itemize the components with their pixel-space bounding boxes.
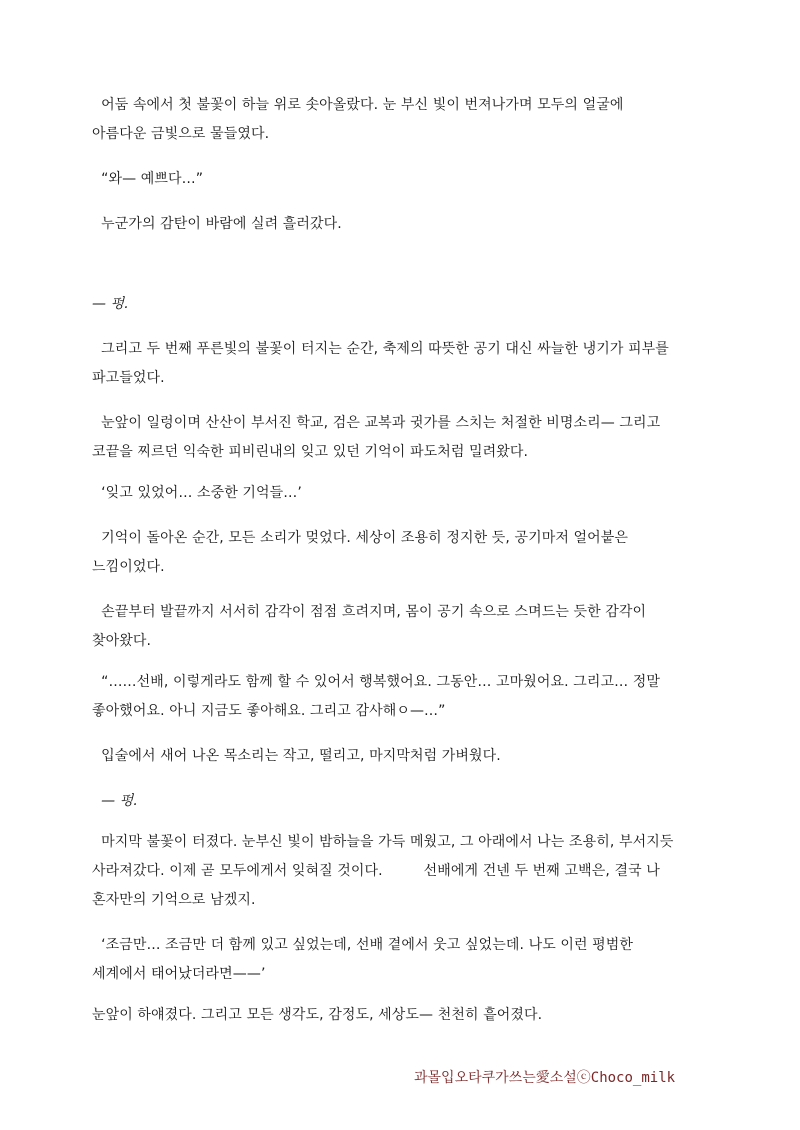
story-line: 아름다운 금빛으로 물들였다.	[92, 126, 270, 142]
story-line: 좋아했어요. 아니 지금도 좋아해요. 그리고 감사해ㅇ—…”	[92, 703, 446, 719]
story-line: 느낌이었다.	[92, 559, 165, 575]
story-line: 손끝부터 발끝까지 서서히 감각이 점점 흐려지며, 몸이 공기 속으로 스며드는 듯한 감각이	[92, 604, 647, 620]
story-line-sound-effect: — 펑.	[92, 793, 138, 809]
story-line: 세계에서 태어났더라면——’	[92, 966, 266, 982]
story-line: 혼자만의 기억으로 남겠지.	[92, 892, 256, 908]
story-line-sound-effect: — 펑.	[92, 296, 129, 312]
story-line: 파고들었다.	[92, 370, 165, 386]
story-line: 코끝을 찌르던 익숙한 피비린내의 잊고 있던 기억이 파도처럼 밀려왔다.	[92, 444, 529, 460]
story-line: 어둠 속에서 첫 불꽃이 하늘 위로 솟아올랐다. 눈 부신 빛이 번져나가며 모두의 얼굴에	[92, 97, 624, 113]
story-line: 입술에서 새어 나온 목소리는 작고, 떨리고, 마지막처럼 가벼웠다.	[92, 748, 501, 764]
story-line: 눈앞이 하얘졌다. 그리고 모든 생각도, 감정도, 세상도— 천천히 흩어졌다.	[92, 1007, 543, 1023]
story-line: 눈앞이 일렁이며 산산이 부서진 학교, 검은 교복과 귓가를 스치는 처절한 비명소리— 그리고	[92, 415, 661, 431]
author-watermark: 과몰입오타쿠가쓰는愛소설ⓒChoco_milk	[414, 1070, 676, 1086]
story-line: “와— 예쁘다…”	[92, 171, 204, 187]
story-line: ‘조금만… 조금만 더 함께 있고 싶었는데, 선배 곁에서 웃고 싶었는데. 나도 이런 평범한	[92, 937, 634, 953]
story-line: 그리고 두 번째 푸른빛의 불꽃이 터지는 순간, 축제의 따뜻한 공기 대신 싸늘한 냉기가 피부를	[92, 341, 669, 357]
story-line: 누군가의 감탄이 바람에 실려 흘러갔다.	[92, 216, 342, 232]
story-line: 마지막 불꽃이 터졌다. 눈부신 빛이 밤하늘을 가득 메웠고, 그 아래에서 나는 조용히, 부서지듯	[92, 834, 674, 850]
story-line: ‘잊고 있었어… 소중한 기억들…’	[92, 485, 302, 501]
story-line: “……선배, 이렇게라도 함께 할 수 있어서 행복했어요. 그동안… 고마웠어요. 그리고… 정말	[92, 674, 660, 690]
story-line: 기억이 돌아온 순간, 모든 소리가 멎었다. 세상이 조용히 정지한 듯, 공기마저 얼어붙은	[92, 530, 629, 546]
story-line: 찾아왔다.	[92, 633, 152, 649]
story-line: 사라져갔다. 이제 곧 모두에게서 잊혀질 것이다. 선배에게 건넨 두 번째 고백은, 결국 나	[92, 863, 660, 879]
